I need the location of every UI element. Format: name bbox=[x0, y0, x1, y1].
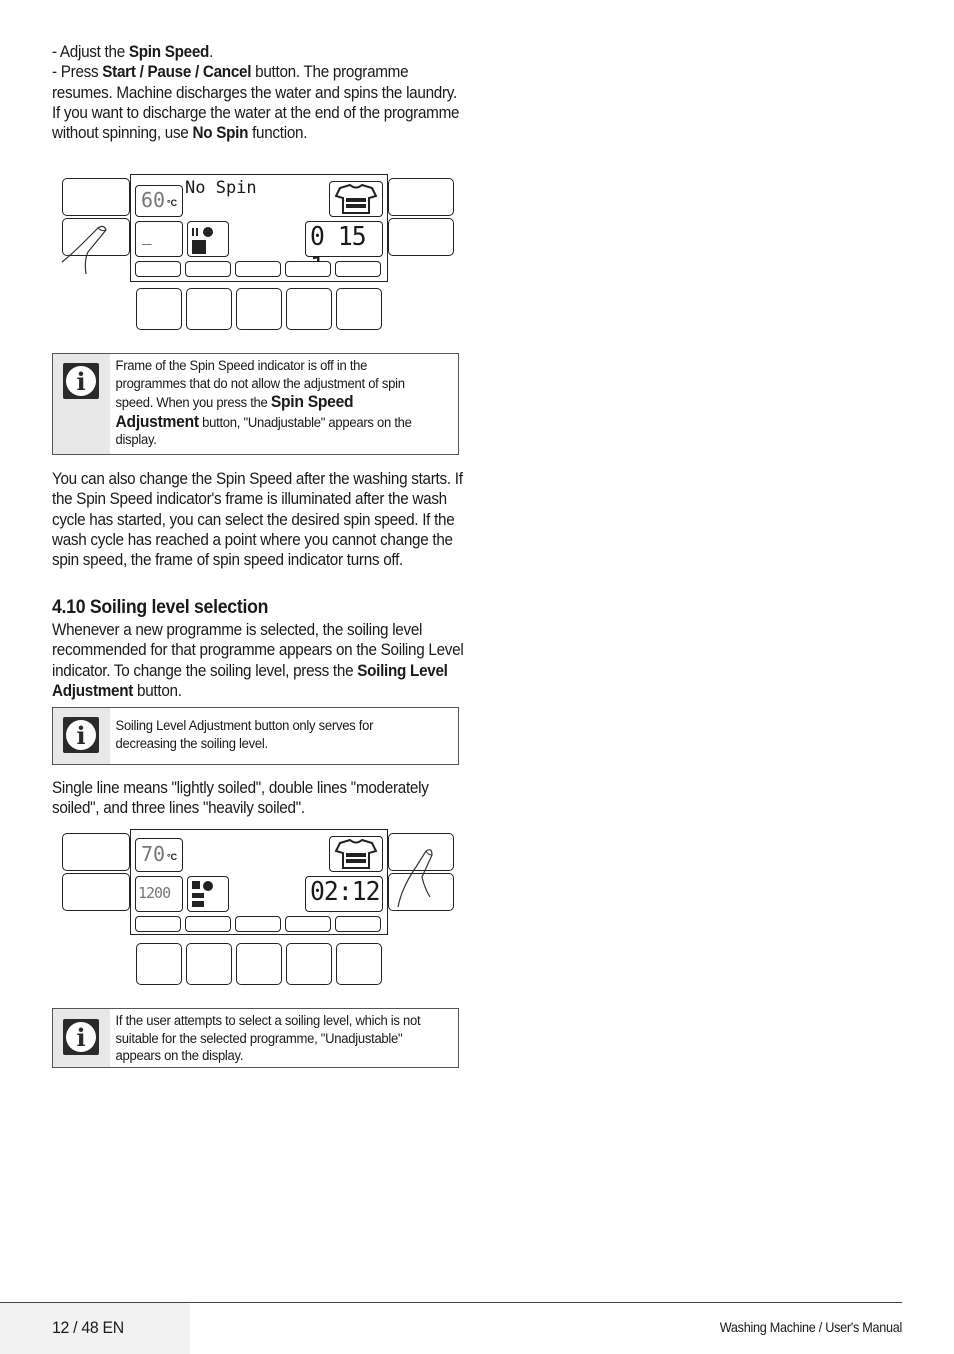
spin-speed-indicator bbox=[135, 876, 183, 912]
info-icon-glyph-3: i bbox=[66, 1022, 96, 1052]
info-note-text: Soiling Level Adjustment button only serves for decreasing the soiling level. bbox=[115, 718, 374, 752]
info-note-unadjustable bbox=[52, 1008, 459, 1068]
lcd-bottom-segments bbox=[135, 261, 381, 277]
spin-speed-indicator bbox=[135, 221, 183, 257]
remaining-time-indicator bbox=[305, 221, 383, 257]
info-icon bbox=[63, 1019, 99, 1055]
panel-bottom-button-2 bbox=[186, 943, 232, 985]
soiling-level-paragraph bbox=[52, 620, 464, 701]
soiling-level-indicator bbox=[187, 221, 229, 257]
segment-5 bbox=[335, 916, 381, 932]
info-icon bbox=[63, 363, 99, 399]
remaining-time-value: 02:12 bbox=[310, 877, 380, 907]
lcd-bottom-segments bbox=[135, 916, 381, 932]
segment-2 bbox=[185, 261, 231, 277]
soiling-level-icon bbox=[188, 222, 228, 256]
spin-speed-value: 1200 bbox=[138, 884, 171, 902]
display-illustration-no-spin bbox=[60, 174, 456, 334]
segment-1 bbox=[135, 261, 181, 277]
panel-bottom-button-1 bbox=[136, 288, 182, 330]
spin-speed-paragraph: You can also change the Spin Speed after the washing starts. If the Spin Speed indicator's frame is illuminated after the wash cycle has started, you can select the desired spin speed. If the wash cycle has reached a point where you cannot change the spin speed, the frame of spin speed indicator turns off. bbox=[52, 470, 463, 570]
info-icon-glyph: i bbox=[66, 366, 96, 396]
soiling-paragraph-end: button. bbox=[133, 681, 182, 700]
panel-bottom-button-4 bbox=[286, 288, 332, 330]
soiling-paragraph-start: Whenever a new programme is selected, the soiling level recommended for that programme appears on the Soiling Level indicator. To change the soiling level, press the bbox=[52, 621, 464, 680]
finger-press-icon bbox=[60, 222, 110, 276]
panel-bottom-button-4 bbox=[286, 943, 332, 985]
segment-4 bbox=[285, 261, 331, 277]
intro-line1-text: - Adjust the bbox=[52, 43, 129, 61]
note1-text-end: button, "Unadjustable" appears on the display. bbox=[115, 414, 412, 448]
intro-line3-end: function. bbox=[248, 124, 308, 143]
panel-bottom-button-3 bbox=[236, 943, 282, 985]
temperature-indicator bbox=[135, 185, 183, 217]
page-number: 12 / 48 EN bbox=[52, 1318, 124, 1337]
info-icon-cell bbox=[53, 354, 110, 454]
panel-left-bottom-button bbox=[62, 873, 130, 911]
segment-2 bbox=[185, 916, 231, 932]
info-note-spin-speed bbox=[52, 353, 459, 455]
footer-divider bbox=[0, 1302, 902, 1303]
shirt-icon bbox=[330, 182, 382, 216]
spin-speed-term: Spin Speed bbox=[128, 43, 210, 61]
intro-text bbox=[52, 42, 464, 143]
intro-line2-end: button. The programme resumes. Machine discharges the water and spins the laundry. bbox=[52, 63, 457, 102]
segment-3 bbox=[235, 916, 281, 932]
spin-speed-value: _ bbox=[142, 226, 152, 245]
panel-bottom-button-2 bbox=[186, 288, 232, 330]
info-icon-cell-2 bbox=[53, 708, 110, 764]
section-heading: 4.10 Soiling level selection bbox=[52, 597, 269, 618]
segment-5 bbox=[335, 261, 381, 277]
remaining-time-value: 0 15 bbox=[310, 222, 366, 252]
panel-right-top-button bbox=[388, 178, 454, 216]
panel-right-bottom-button bbox=[388, 218, 454, 256]
remaining-time-indicator bbox=[305, 876, 383, 912]
soiling-level-indicator bbox=[187, 876, 229, 912]
lcd-screen bbox=[130, 174, 388, 282]
intro-line3-text: If you want to discharge the water at the end of the programme without spinning, use bbox=[52, 103, 460, 143]
program-shirt-indicator bbox=[329, 181, 383, 217]
panel-bottom-button-1 bbox=[136, 943, 182, 985]
info-icon bbox=[63, 717, 99, 753]
temperature-unit: °C bbox=[167, 852, 178, 862]
temperature-value: 60 bbox=[141, 188, 166, 212]
panel-left-top-button bbox=[62, 178, 130, 216]
shirt-icon bbox=[330, 837, 382, 871]
spin-speed-adjustment-term: Spin Speed Adjustment bbox=[115, 392, 354, 431]
info-icon-cell-3 bbox=[53, 1009, 110, 1067]
start-pause-cancel-term: Start / Pause / Cancel bbox=[102, 63, 252, 82]
segment-1 bbox=[135, 916, 181, 932]
panel-bottom-button-5 bbox=[336, 288, 382, 330]
finger-press-icon bbox=[394, 847, 438, 911]
segment-3 bbox=[235, 261, 281, 277]
intro-line1-end: . bbox=[209, 43, 214, 61]
program-shirt-indicator bbox=[329, 836, 383, 872]
info-note-text bbox=[110, 354, 430, 454]
temperature-indicator bbox=[135, 838, 183, 872]
no-spin-term: No Spin bbox=[192, 124, 249, 143]
temperature-unit: °C bbox=[167, 198, 178, 208]
panel-bottom-button-3 bbox=[236, 288, 282, 330]
info-icon-glyph-2: i bbox=[66, 720, 96, 750]
soiling-lines-paragraph: Single line means "lightly soiled", double lines "moderately soiled", and three lines "heavily soiled". bbox=[52, 779, 429, 818]
panel-bottom-button-5 bbox=[336, 943, 382, 985]
info-note-text: If the user attempts to select a soiling level, which is not suitable for the selected programme, "Unadjustable" appears on the display. bbox=[115, 1013, 421, 1064]
soiling-level-adjustment-term: Soiling Level Adjustment bbox=[52, 661, 448, 700]
manual-title: Washing Machine / User's Manual bbox=[719, 1320, 902, 1335]
panel-left-top-button bbox=[62, 833, 130, 871]
info-note-soiling bbox=[52, 707, 459, 765]
lcd-screen bbox=[130, 829, 388, 935]
temperature-value: 70 bbox=[141, 842, 166, 866]
soiling-level-icon bbox=[188, 877, 228, 911]
segment-4 bbox=[285, 916, 331, 932]
no-spin-display-text: No Spin bbox=[185, 178, 257, 198]
intro-line2-text: - Press bbox=[52, 63, 103, 82]
display-illustration-soiling bbox=[60, 829, 456, 989]
note1-text-start: Frame of the Spin Speed indicator is off in the programmes that do not allow the adjustment of spin speed. When you press the bbox=[115, 358, 405, 411]
